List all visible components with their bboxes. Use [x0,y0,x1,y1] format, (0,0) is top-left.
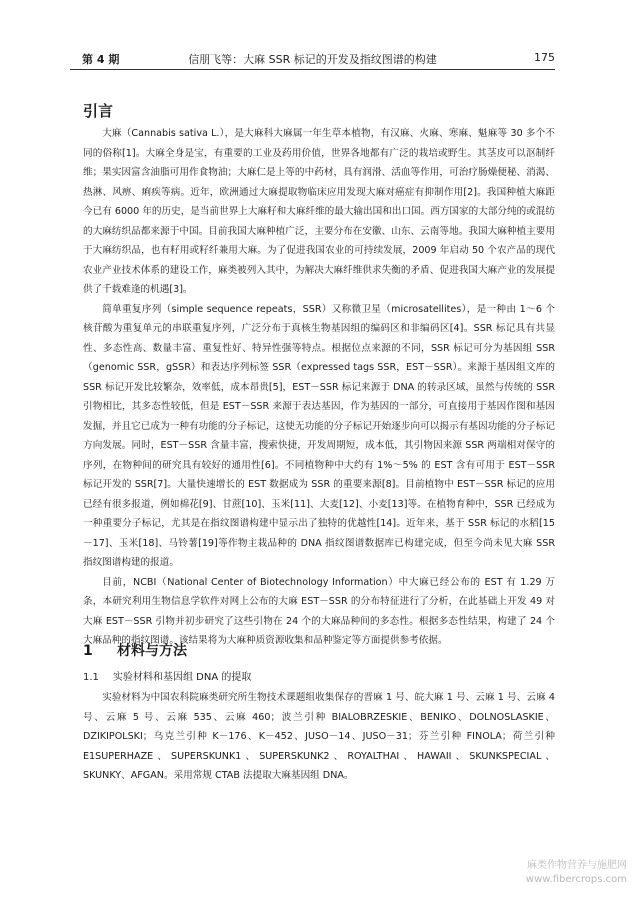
section-title: 材料与方法 [117,643,187,659]
issue-number: 第 4 期 [82,53,120,66]
intro-paragraph-2: 简单重复序列（simple sequence repeats，SSR）又称微卫星（microsatellites），是一种由 1～6 个核苷酸为重复单元的串联重复序列，广泛分布于真核生物基因组的编码区和非编码区[4]。SSR 标记具有共显性、多态性高、数量丰富、重复性好、特异性强等特点。根据位点来源的不同，SSR 标记可分为基因组 SSR（genomic SSR，gSSR）和表达序列标签 SSR（expressed tags SSR，EST－SSR）。来源于基因组文库的 SSR 标记开发比较繁杂，效率低，成本昂贵[5]，EST－SSR 标记来源于 DNA 的转录区域，虽然与传统的 SSR 引物相比，其多态性较低，但是 EST－SSR 来源于表达基因，作为基因的一部分，可直接用于基因作图和基因发掘，并且它已成为一种有功能的分子标记，这使无功能的分子标记开始逐步向可以揭示有基因功能的分子标记方向发展。同时，EST－SSR 含量丰富，搜索快捷，开发周期短，成本低，其引物因来源 SSR 两端相对保守的序列，在物种间的研究具有较好的通用性[6]。不同植物种中大约有 1%～5% 的 EST 含有可用于 EST－SSR 标记开发的 SSR[7]。大量快速增长的 EST 数据成为 SSR 的重要来源[8]。目前植物中 EST－SSR 标记的应用已经有很多报道，例如棉花[9]、甘蔗[10]、玉米[11]、大麦[12]、小麦[13]等。在植物育种中，SSR 已经成为一种重要分子标记，尤其是在指纹图谱构建中显示出了独特的优越性[14]。近年来，基于 SSR 标记的水稻[15－17]、玉米[18]、马铃薯[19]等作物主栽品种的 DNA 指纹图谱数据库已构建完成，但至今尚未见大麻 SSR 指纹图谱构建的报道。 [83,303,555,568]
materials-body [83,688,555,786]
watermark-site-name: 麻类作物营养与施肥网 [527,860,627,871]
intro-body [83,124,555,651]
subsection-heading [83,668,251,683]
section-heading [83,640,187,660]
watermark [497,859,627,887]
running-header [70,47,555,70]
section-number: 1 [83,643,93,659]
intro-heading: 引言 [83,102,114,120]
subsection-number: 1.1 [83,672,99,683]
intro-paragraph-1: 大麻（Cannabis sativa L.），是大麻科大麻属一年生草本植物，有汉麻、火麻、寒麻、魁麻等 30 多个不同的俗称[1]。大麻全身是宝，有重要的工业及药用价值，世界各地都有广泛的栽培或野生。其茎皮可以沤制纤维；果实因富含油脂可用作食物油；大麻仁是上等的中药材，具有润滑、活血等作用，可治疗肠燥便秘、消渴、热淋、风痹、痢疾等病。近年，欧洲通过大麻提取物临床应用发现大麻对癌症有抑制作用[2]。我国种植大麻距今已有 6000 年的历史，是当前世界上大麻籽和大麻纤维的最大输出国和出口国。西方国家的大部分纯的或混纺的大麻纺织品都来源于中国。目前我国大麻种植广泛，主要分布在安徽、山东、云南等地。我国大麻种植主要用于大麻纺织品，也有籽用或籽纤兼用大麻。为了促进我国农业的可持续发展，2009 年启动 50 个农产品的现代农业产业技术体系的建设工作，麻类被列入其中，为解决大麻纤维供求失衡的矛盾、促进我国大麻产业的发展提供了千载难逢的机遇[3]。 [83,128,555,295]
watermark-url: www.fibercrops.com [525,874,627,885]
running-title: 信朋飞等：大麻 SSR 标记的开发及指纹图谱的构建 [188,53,437,66]
subsection-title: 实验材料和基因组 DNA 的提取 [113,672,252,683]
materials-paragraph: 实验材料为中国农科院麻类研究所生物技术课题组收集保存的晋麻 1 号、皖大麻 1 号、云麻 1 号、云麻 4 号、云麻 5 号、云麻 535、云麻 460；波兰引种 BIALOBRZESKIE、BENIKO、DOLNOSLASKIE、DZIKIPOLSKI；乌克兰引种 K－176、K－452、JUSO－14、JUSO－31；芬兰引种 FINOLA；荷兰引种 E1SUPERHAZE、SUPERSKUNK1、SUPERSKUNK2、ROYALTHAI、HAWAII、SKUNKSPECIAL、SKUNKY、AFGAN。采用常规 CTAB 法提取大麻基因组 DNA。 [83,692,555,781]
intro-paragraph-3: 目前，NCBI（National Center of Biotechnology Information）中大麻已经公布的 EST 有 1.29 万条，本研究利用生物信息学软件对网上公布的大麻 EST－SSR 的分布特征进行了分析，在此基础上开发 49 对大麻 EST－SSR 引物并初步研究了这些引物在 24 个的大麻品种间的多态性。根据多态性结果，构建了 24 个大麻品种的指纹图谱。该结果将为大麻种质资源收集和品种鉴定等方面提供参考依据。 [83,576,555,646]
page-number: 175 [534,51,555,64]
